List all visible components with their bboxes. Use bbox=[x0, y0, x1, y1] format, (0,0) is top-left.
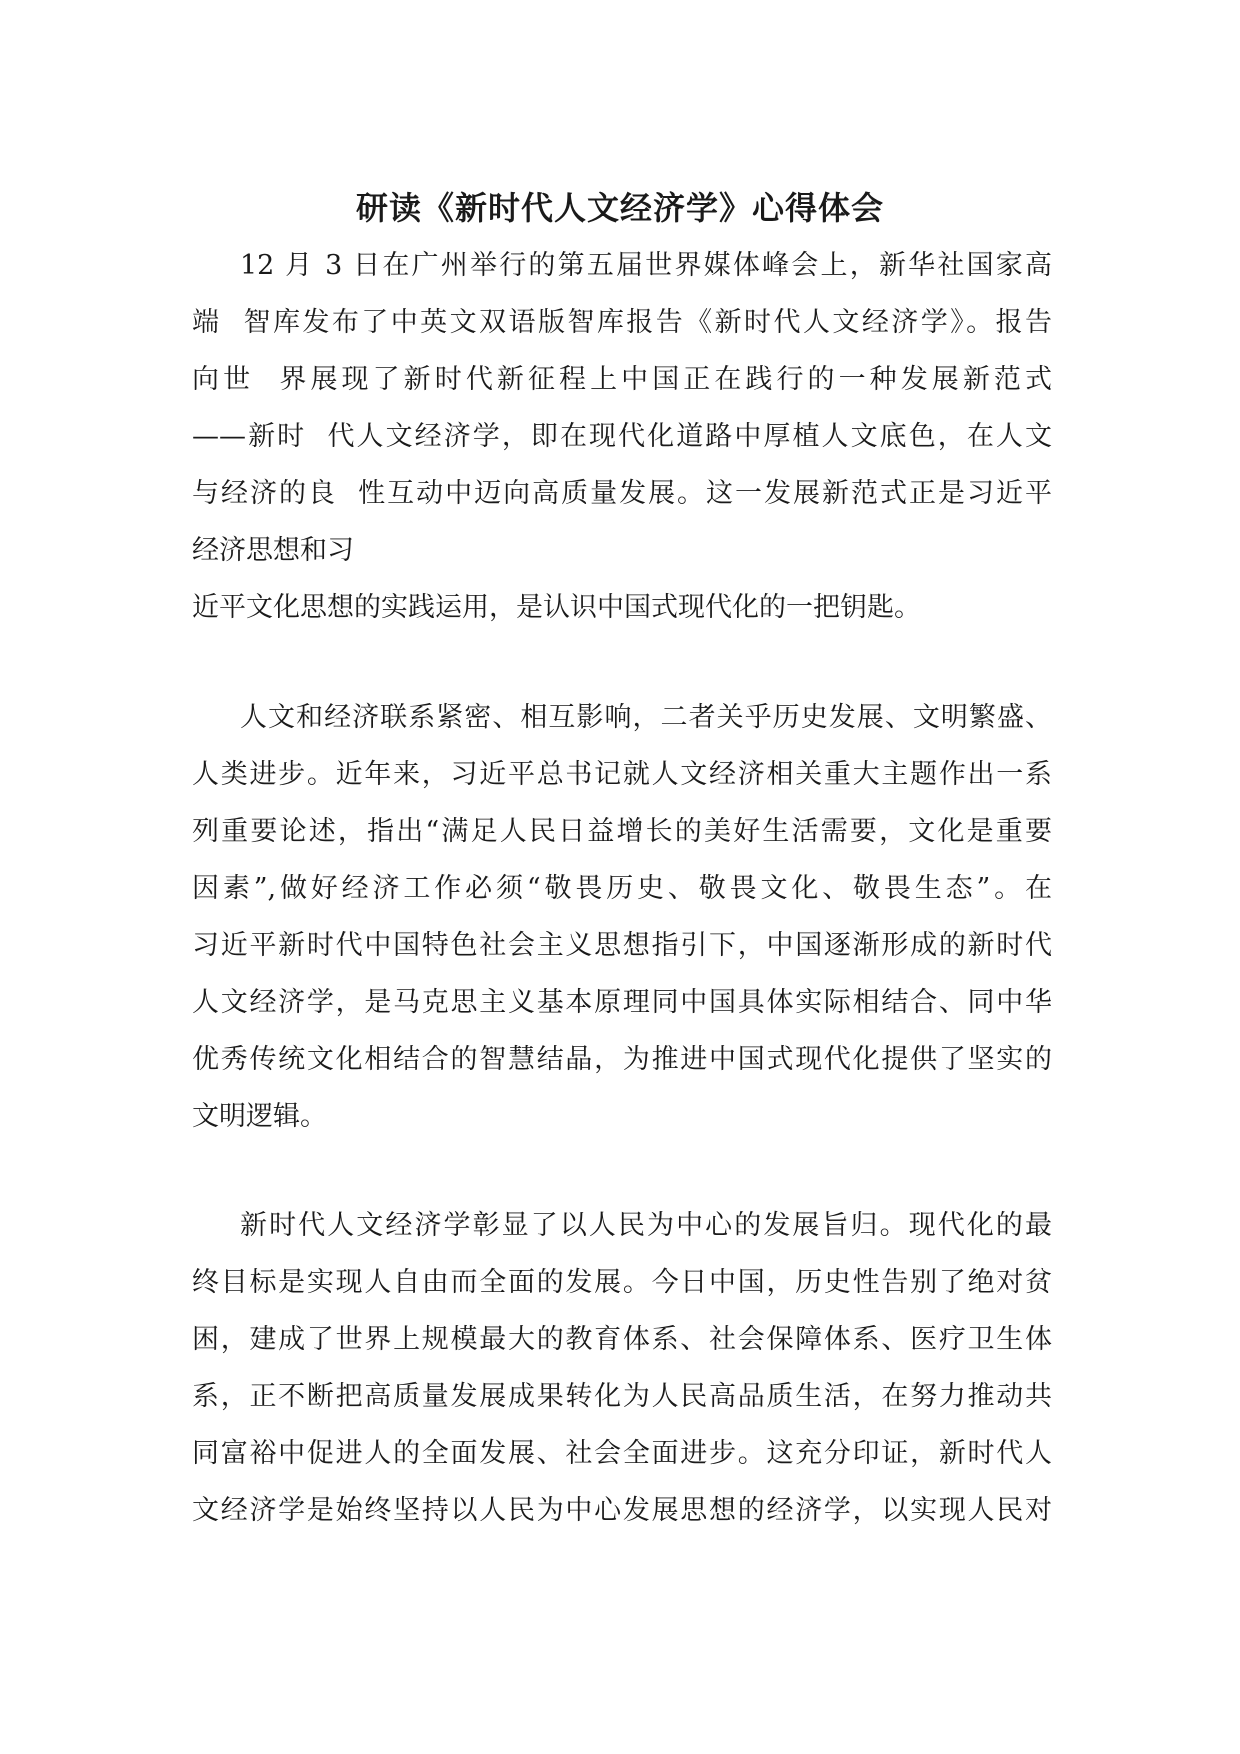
paragraph-line: 困，建成了世界上规模最大的教育体系、社会保障体系、医疗卫生体 bbox=[192, 1324, 1052, 1355]
paragraph-line: 因素”,做好经济工作必须“敬畏历史、敬畏文化、敬畏生态”。在 bbox=[192, 873, 1052, 904]
paragraph-line: 新时代人文经济学彰显了以人民为中心的发展旨归。现代化的最 bbox=[240, 1210, 1052, 1241]
paragraph-line: 优秀传统文化相结合的智慧结晶，为推进中国式现代化提供了坚实的 bbox=[192, 1044, 1052, 1075]
paragraph-line: 向世 界展现了新时代新征程上中国正在践行的一种发展新范式 bbox=[192, 364, 1052, 395]
paragraph-line: 习近平新时代中国特色社会主义思想指引下，中国逐渐形成的新时代 bbox=[192, 930, 1052, 961]
paragraph-line: 近平文化思想的实践运用，是认识中国式现代化的一把钥匙。 bbox=[192, 592, 921, 623]
paragraph-2 bbox=[192, 689, 1052, 1145]
paragraph-line: 文明逻辑。 bbox=[192, 1101, 327, 1132]
paragraph-1 bbox=[192, 237, 1052, 636]
document-title: 研读《新时代人文经济学》心得体会 bbox=[355, 189, 884, 227]
paragraph-line: 人文经济学，是马克思主义基本原理同中国具体实际相结合、同中华 bbox=[192, 987, 1052, 1018]
paragraph-line: ——新时 代人文经济学，即在现代化道路中厚植人文底色，在人文 bbox=[192, 421, 1052, 452]
paragraph-line: 人类进步。近年来，习近平总书记就人文经济相关重大主题作出一系 bbox=[192, 759, 1052, 790]
paragraph-line: 端 智库发布了中英文双语版智库报告《新时代人文经济学》。报告 bbox=[192, 307, 1052, 338]
paragraph-line: 列重要论述，指出“满足人民日益增长的美好生活需要，文化是重要 bbox=[192, 816, 1052, 847]
paragraph-line: 12 月 3 日在广州举行的第五届世界媒体峰会上，新华社国家高 bbox=[240, 250, 1052, 281]
paragraph-line: 同富裕中促进人的全面发展、社会全面进步。这充分印证，新时代人 bbox=[192, 1438, 1052, 1469]
paragraph-line: 终目标是实现人自由而全面的发展。今日中国，历史性告别了绝对贫 bbox=[192, 1267, 1052, 1298]
paragraph-3 bbox=[192, 1197, 1052, 1539]
paragraph-line: 与经济的良 性互动中迈向高质量发展。这一发展新范式正是习近平 bbox=[192, 478, 1052, 509]
paragraph-line: 经济思想和习 bbox=[192, 535, 354, 566]
paragraph-line: 系，正不断把高质量发展成果转化为人民高品质生活，在努力推动共 bbox=[192, 1381, 1052, 1412]
paragraph-line: 人文和经济联系紧密、相互影响，二者关乎历史发展、文明繁盛、 bbox=[240, 702, 1052, 733]
paragraph-line: 文经济学是始终坚持以人民为中心发展思想的经济学，以实现人民对 bbox=[192, 1495, 1052, 1526]
